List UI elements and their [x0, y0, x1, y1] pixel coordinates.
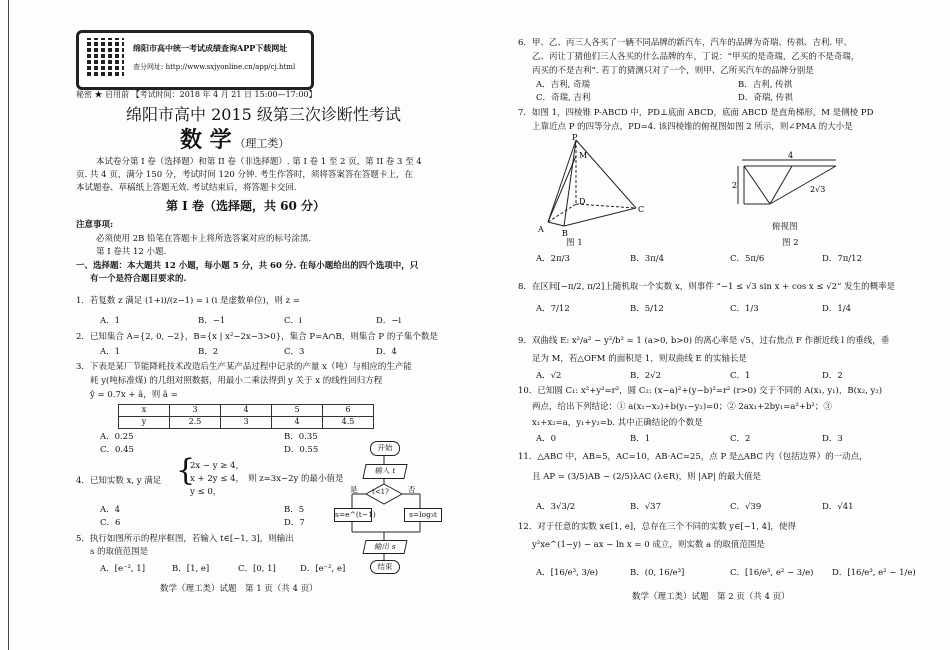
q6-stem-2: 乙、丙让丁猜他们三人各买的什么品牌的车，丁说：“甲买的是奇瑞，乙买的不是奇瑞， [532, 52, 860, 62]
flow-right-box: s=log₃t [404, 508, 442, 522]
part1-line-1: 一、选择题：本大题共 12 小题，每小题 5 分，共 60 分. 在每小题给出的四个选项中，只 [76, 261, 419, 271]
q12-stem-2: y²xe^(1−y) − ax − ln x = 0 成立，则实数 a 的取值范围是 [532, 540, 765, 550]
app-download-banner[interactable] [76, 30, 314, 90]
q10-option-d[interactable]: D．3 [822, 434, 843, 444]
q9-stem-1: 9．双曲线 E: x²/a² − y²/b² = 1 (a>0, b>0) 的离心率是 √5，过右焦点 F 作渐近线 l 的垂线，垂 [518, 336, 890, 346]
q3-data-table [118, 404, 374, 429]
q5-option-a[interactable]: A．[e⁻², 1] [100, 564, 146, 574]
q3-option-d[interactable]: D．0.55 [284, 445, 319, 455]
dim-2root3: 2√3 [810, 185, 826, 194]
q7-stem-2: 上靠近点 P 的四等分点，PD=4. 该四棱锥的俯视图如图 2 所示，则∠PMA 的大小是 [532, 122, 853, 132]
q5-option-d[interactable]: D．[e⁻², e] [300, 564, 346, 574]
q3-stem-2: 耗 y(吨标准煤) 的几组对照数据，用最小二乘法得到 y 关于 x 的线性回归方程 [90, 376, 383, 386]
q1-option-b[interactable]: B．−1 [198, 316, 226, 326]
label-P: P [572, 134, 578, 142]
table-cell: 4 [221, 405, 272, 417]
q7-fig2-caption: 图 2 [782, 238, 799, 248]
label-D: D [579, 197, 586, 206]
q3-option-b[interactable]: B．0.35 [284, 432, 318, 442]
q6-option-d[interactable]: D．奇瑞, 传祺 [738, 93, 793, 103]
q8-option-c[interactable]: C．1/3 [730, 304, 759, 314]
q5-stem-2: s 的取值范围是 [90, 547, 149, 557]
intro-line-3: 本试题卷、草稿纸上答题无效. 考试结束后，将答题卡交回. [76, 183, 297, 193]
q8-option-a[interactable]: A．7/12 [536, 304, 570, 314]
banner-url[interactable]: 查分网址: http://www.sxjyonline.cn/app/cj.html [133, 63, 296, 71]
label-B: B [562, 229, 568, 238]
subject-name: 数 学 [180, 127, 232, 153]
banner-title: 绵阳市高中统一考试成绩查询APP下载网址 [133, 43, 288, 53]
q4-option-b[interactable]: B．5 [284, 505, 305, 515]
q4-ineq-3: y ≤ 0， [190, 487, 222, 497]
q11-option-c[interactable]: C．√39 [730, 502, 762, 512]
table-cell: 4.5 [323, 417, 374, 429]
q4-option-a[interactable]: A．4 [100, 505, 121, 515]
q7-option-b[interactable]: B．3π/4 [630, 254, 665, 264]
q2-option-a[interactable]: A．1 [100, 347, 121, 357]
table-row [119, 405, 374, 417]
q7-option-c[interactable]: C．5π/6 [730, 254, 765, 264]
q7-fig1-caption: 图 1 [566, 238, 583, 248]
flow-yes: 是 [350, 485, 358, 494]
q8-option-b[interactable]: B．5/12 [630, 304, 664, 314]
section-1-title: 第 I 卷（选择题，共 60 分） [166, 199, 326, 213]
label-M: M [579, 151, 588, 160]
table-cell: 5 [272, 405, 323, 417]
q6-option-b[interactable]: B．吉利, 传祺 [738, 80, 793, 90]
notice-line-1: 必须使用 2B 铅笔在答题卡上将所选答案对应的标号涂黑. [96, 234, 312, 244]
q10-stem-1: 10．已知圆 C₁: x²+y²=r²，圆 C₂: (x−a)²+(y−b)²=r² (r>0) 交于不同的 A(x₁, y₁)，B(x₂, y₂) [518, 386, 883, 396]
q10-option-a[interactable]: A．0 [536, 434, 557, 444]
footer-page-1: 数学（理工类）试题 第 1 页（共 4 页） [160, 584, 318, 594]
q1-option-a[interactable]: A．1 [100, 316, 121, 326]
q6-option-c[interactable]: C．奇瑞, 吉利 [536, 93, 591, 103]
footer-page-2: 数学（理工类）试题 第 2 页（共 4 页） [632, 592, 790, 602]
q4-stem: 4．已知实数 x, y 满足 [76, 476, 162, 486]
table-cell: 2.5 [170, 417, 221, 429]
q8-option-d[interactable]: D．1/4 [822, 304, 851, 314]
q4-brace: { [176, 453, 196, 488]
exam-title: 绵阳市高中 2015 级第三次诊断性考试 [126, 105, 401, 124]
q11-stem-1: 11．△ABC 中，AB=5，AC=10，AB·AC=25，点 P 是△ABC 内（包括边界）的一动点， [518, 452, 868, 462]
q6-stem-3: 丙买的不是吉利”. 若丁的猜测只对了一个，则甲、乙所买汽车的品牌分别是 [532, 66, 814, 76]
q6-stem-1: 6．甲、乙、丙三人各买了一辆不同品牌的新汽车，汽车的品牌为奇瑞、传祺、吉利. 甲、 [518, 38, 852, 48]
q12-option-a[interactable]: A．[16/e³, 3/e) [536, 568, 599, 578]
q5-option-b[interactable]: B．[1, e] [172, 564, 210, 574]
q9-option-d[interactable]: D．2 [822, 371, 843, 381]
flow-left-box: s=e^(t−1) [334, 508, 372, 522]
table-cell: x [119, 405, 170, 417]
q1-stem: 1．若复数 z 满足 (1+i)/(z−1) = i (i 是虚数单位)，则 z = [76, 296, 300, 306]
q7-stem-1: 7．如图 1，四棱锥 P-ABCD 中，PD⊥底面 ABCD，底面 ABCD 是直角梯形，M 是侧棱 PD [518, 108, 874, 118]
table-cell: 3 [221, 417, 272, 429]
flow-end: 结束 [370, 560, 400, 574]
q4-ineq-1: 2x − y ≥ 4， [190, 461, 244, 471]
q12-option-b[interactable]: B．(0, 16/e³] [630, 568, 685, 578]
part1-line-2: 有一个是符合题目要求的. [90, 274, 187, 284]
q4-option-c[interactable]: C．6 [100, 518, 121, 528]
q8-stem: 8．在区间[−π/2, π/2]上随机取一个实数 x，则事件 “−1 ≤ √3 sin x + cos x ≤ √2” 发生的概率是 [518, 282, 896, 292]
subject-type: （理工类） [234, 137, 290, 150]
q5-stem-1: 5．执行如图所示的程序框图，若输入 t∈[−1, 3]，则输出 [76, 534, 294, 544]
q11-option-b[interactable]: B．√37 [630, 502, 661, 512]
q1-option-d[interactable]: D．−i [376, 316, 402, 326]
q9-stem-2: 足为 M，若△OFM 的面积是 1，则双曲线 E 的实轴长是 [532, 354, 747, 364]
q5-option-c[interactable]: C．[0, 1] [238, 564, 276, 574]
intro-line-2: 页. 共 4 页，满分 150 分，考试时间 120 分钟. 考生作答时，须将答案答在答题卡上，在 [76, 170, 413, 180]
q9-option-c[interactable]: C．1 [730, 371, 751, 381]
table-cell: 4 [272, 417, 323, 429]
q10-stem-2: 两点，给出下列结论：① a(x₁−x₂)+b(y₁−y₂)=0；② 2ax₁+2by₁=a²+b²；③ [532, 402, 832, 412]
dim-4: 4 [788, 151, 794, 160]
q11-option-d[interactable]: D．√41 [822, 502, 854, 512]
table-row [119, 417, 374, 429]
q11-option-a[interactable]: A．3√3/2 [536, 502, 576, 512]
q3-option-c[interactable]: C．0.45 [100, 445, 134, 455]
q7-option-d[interactable]: D．7π/12 [822, 254, 862, 264]
page-2 [482, 0, 950, 650]
q12-stem-1: 12．对于任意的实数 x∈[1, e]，总存在三个不同的实数 y∈[−1, 4]，使得 [518, 522, 796, 532]
label-C: C [638, 205, 645, 214]
q9-option-a[interactable]: A．√2 [536, 371, 562, 381]
q7-fig2-title: 俯视图 [772, 222, 798, 232]
q2-option-b[interactable]: B．2 [198, 347, 219, 357]
q12-option-c[interactable]: C．[16/e³, e² − 3/e) [730, 568, 814, 578]
q9-option-b[interactable]: B．2√2 [630, 371, 661, 381]
q7-figure-1-pyramid [534, 134, 664, 238]
q10-stem-3: x₁+x₂=a，y₁+y₂=b. 其中正确结论的个数是 [532, 418, 703, 428]
table-cell: y [119, 417, 170, 429]
q3-option-a[interactable]: A．0.25 [100, 432, 134, 442]
table-cell: 6 [323, 405, 374, 417]
q2-option-d[interactable]: D．4 [376, 347, 397, 357]
q2-option-c[interactable]: C．3 [284, 347, 305, 357]
q7-figure-2-top-view [732, 150, 862, 214]
q4-tail: 则 z=3x−2y 的最小值是 [248, 474, 344, 484]
qr-code-icon[interactable] [84, 38, 124, 78]
q10-option-c[interactable]: C．2 [730, 434, 751, 444]
q4-option-d[interactable]: D．7 [284, 518, 305, 528]
q3-stem-1: 3．下表是某厂节能降耗技术改造后生产某产品过程中记录的产量 x（吨）与相应的生产能 [76, 362, 412, 372]
q11-stem-2: 且 AP = (3/5)AB − (2/5)λAC (λ∈R)，则 |AP| 的最大值是 [532, 472, 762, 482]
exam-secret-line: 秘密 ★ 启用前 【考试时间：2018 年 4 月 21 日 15:00—17:00】 [76, 90, 317, 99]
flow-start: 开始 [370, 441, 400, 456]
notice-title: 注意事项: [76, 220, 114, 230]
flow-input: 输入 t [362, 464, 407, 479]
q12-option-d[interactable]: D．[16/e³, e² − 1/e) [832, 568, 916, 578]
q2-stem: 2．已知集合 A={2, 0, −2}，B={x | x²−2x−3>0}，集合 P=A∩B，则集合 P 的子集个数是 [76, 332, 438, 342]
notice-line-2: 第 I 卷共 12 小题. [96, 247, 167, 257]
label-A: A [538, 225, 544, 234]
table-cell: 3 [170, 405, 221, 417]
intro-line-1: 本试卷分第 I 卷（选择题）和第 II 卷（非选择题）. 第 I 卷 1 至 2 页，第 II 卷 3 至 4 [96, 157, 422, 167]
flow-output: 输出 s [363, 540, 408, 554]
dim-2: 2 [732, 181, 738, 190]
q10-option-b[interactable]: B．1 [630, 434, 651, 444]
flow-condition: t<1? [372, 488, 389, 496]
q7-option-a[interactable]: A．2π/3 [536, 254, 570, 264]
q3-stem-3: ŷ = 0.7x + â，则 â = [90, 390, 178, 400]
flow-no: 否 [408, 485, 416, 494]
q1-option-c[interactable]: C．i [284, 316, 302, 326]
q6-option-a[interactable]: A．吉利, 奇瑞 [536, 80, 591, 90]
subject-heading [180, 126, 289, 156]
q4-ineq-2: x + 2y ≤ 4， [190, 474, 244, 484]
